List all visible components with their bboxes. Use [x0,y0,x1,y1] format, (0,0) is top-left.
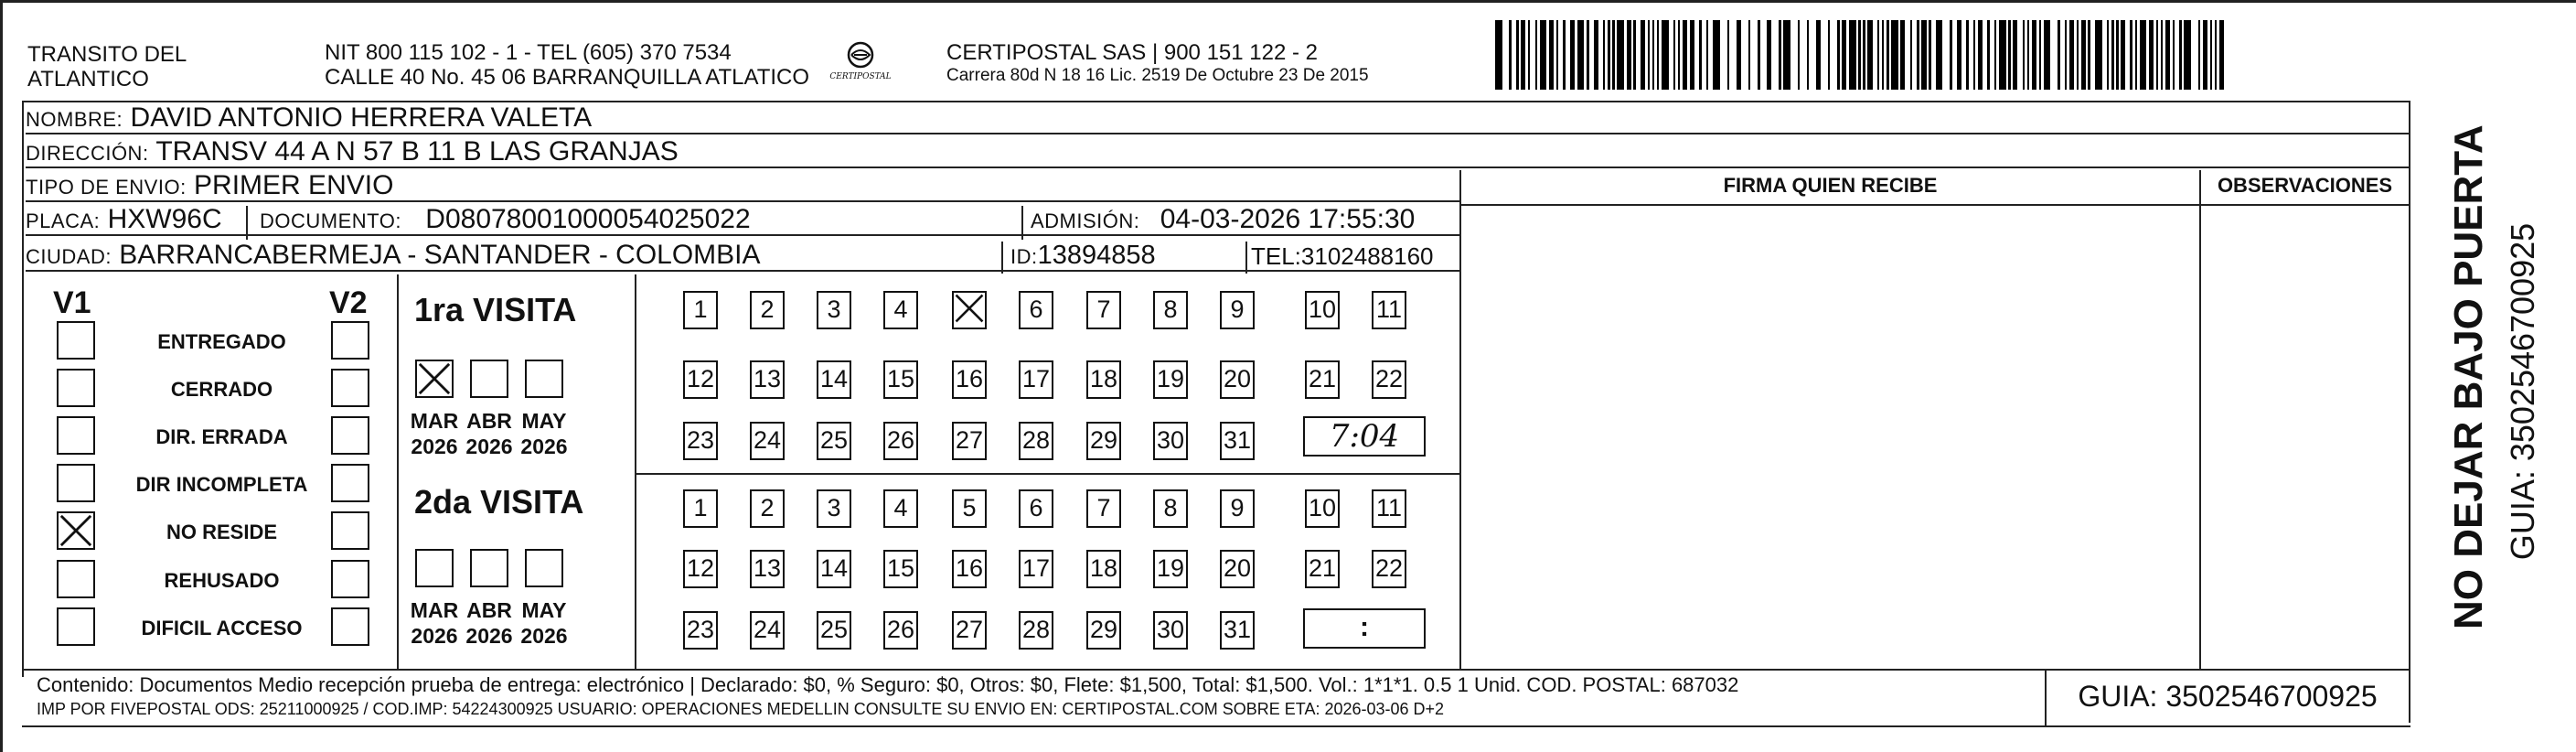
tipo-label: TIPO DE ENVIO: [26,176,187,199]
v1-checkbox[interactable] [57,607,95,646]
second-visit-day-box[interactable]: 9 [1220,489,1255,528]
second-visit-day-box[interactable]: 31 [1220,611,1255,650]
first-visit-day-box[interactable]: 2 [750,291,785,329]
second-visit-day-box[interactable]: 24 [750,611,785,650]
admision-label: ADMISIÓN: [1031,209,1140,232]
tel-value: 3102488160 [1300,242,1434,270]
status-label: REHUSADO [164,569,280,592]
license-line: Carrera 80d N 18 16 Lic. 2519 De Octubre 23 De 2015 [946,66,1369,85]
id-field [1010,241,1156,272]
second-visit-day-box[interactable]: 6 [1019,489,1053,528]
id-label: ID: [1010,245,1038,268]
v1-checkbox[interactable] [57,511,95,550]
month-name: MAY [521,598,567,622]
tipo-row [26,170,1461,202]
v2-checkbox[interactable] [331,464,369,502]
divider [1021,206,1023,240]
barcode-gap [1830,20,1837,90]
first-visit-day-box[interactable]: 3 [817,291,851,329]
documento-label: DOCUMENTO: [260,209,401,232]
second-visit-month-checkbox[interactable] [525,549,563,587]
company-line: CERTIPOSTAL SAS | 900 151 122 - 2 [946,40,1318,65]
second-visit-month-checkbox[interactable] [470,549,508,587]
nit-line: NIT 800 115 102 - 1 - TEL (605) 370 7534 [325,40,732,65]
month-name: MAR [410,598,459,622]
first-visit-day-box[interactable]: 10 [1305,291,1340,329]
divider [1245,242,1247,274]
second-visit-day-box[interactable]: 20 [1220,550,1255,588]
footer-print-line: IMP POR FIVEPOSTAL ODS: 25211000925 / COD.IMP: 54224300925 USUARIO: OPERACIONES MEDELLIN CONSULTE SU ENVIO EN: CERTIPOSTAL.COM SOBRE ETA: 2026-03-06 D+2 [37,700,1445,718]
first-visit-day-box[interactable]: 17 [1019,360,1053,399]
org-line-2: ATLANTICO [27,67,149,91]
second-visit-day-box[interactable]: 2 [750,489,785,528]
second-visit-day-box[interactable]: 19 [1153,550,1188,588]
month-year: 2026 [520,435,568,458]
first-visit-day-box[interactable]: 26 [883,422,918,460]
org-contact [325,40,809,90]
barcode-bar [2184,20,2191,90]
tel-label: TEL: [1251,242,1301,270]
status-label: DIR. ERRADA [155,425,288,448]
second-visit-day-box[interactable]: 13 [750,550,785,588]
logo-text: CERTIPOSTAL [829,72,892,81]
divider [635,274,636,669]
first-visit-day-box[interactable]: 14 [817,360,851,399]
first-visit-month-label [516,408,572,459]
first-visit-day-box[interactable]: 31 [1220,422,1255,460]
first-visit-month-checkbox[interactable] [525,360,563,398]
barcode-gap [1771,20,1779,90]
barcode-bar [1783,20,1790,90]
barcode-gap [1720,20,1727,90]
second-visit-day-box[interactable]: 5 [952,489,987,528]
status-label: DIFICIL ACCESO [141,617,303,639]
barcode-gap [2050,20,2058,90]
second-visit-day-box[interactable]: 29 [1086,611,1121,650]
second-visit-day-box[interactable]: 7 [1086,489,1121,528]
second-visit-day-box[interactable]: 21 [1305,550,1340,588]
second-visit-day-box[interactable]: 8 [1153,489,1188,528]
first-visit-day-box[interactable]: 24 [750,422,785,460]
direccion-label: DIRECCIÓN: [26,142,149,165]
certipostal-logo [829,38,892,91]
barcode-gap [1821,20,1828,90]
second-visit-day-box[interactable]: 11 [1372,489,1406,528]
first-visit-day-box[interactable]: 20 [1220,360,1255,399]
second-visit-month-label [516,597,572,649]
first-visit-day-box[interactable]: 9 [1220,291,1255,329]
barcode-bar [1849,20,1856,90]
placa-value: HXW96C [107,204,222,234]
v1-checkbox[interactable] [57,464,95,502]
v2-checkbox[interactable] [331,369,369,407]
first-visit-month-checkbox[interactable] [470,360,508,398]
barcode-gap [1760,20,1768,90]
ciudad-value: BARRANCABERMEJA - SANTANDER - COLOMBIA [119,240,761,270]
ciudad-label: CIUDAD: [26,245,112,268]
v2-checkbox[interactable] [331,321,369,360]
second-visit-day-box[interactable]: 23 [683,611,718,650]
second-visit-day-box[interactable]: 12 [683,550,718,588]
org-name [27,42,187,91]
admision-value: 04-03-2026 17:55:30 [1160,204,1416,234]
tel-field [1251,242,1434,271]
divider [22,725,2410,727]
divider [2199,170,2201,669]
barcode-bar [1540,20,1547,90]
second-visit-day-box[interactable]: 16 [952,550,987,588]
first-visit-day-box[interactable]: 11 [1372,291,1406,329]
v1-label: V1 [53,285,91,320]
first-visit-day-box[interactable]: 23 [683,422,718,460]
first-visit-day-box[interactable]: 1 [683,291,718,329]
v1-checkbox[interactable] [57,321,95,360]
barcode-gap [1741,20,1748,90]
v2-checkbox[interactable] [331,607,369,646]
v2-checkbox[interactable] [331,416,369,455]
barcode-bar [2044,20,2051,90]
first-visit-day-box[interactable]: 30 [1153,422,1188,460]
month-name: ABR [466,409,512,433]
barcode-bar [1577,20,1585,90]
month-year: 2026 [411,624,458,648]
first-visit-day-box[interactable]: 27 [952,422,987,460]
divider [2409,101,2410,723]
admision-field [1031,204,1415,236]
footer-content-line: Contenido: Documentos Medio recepción prueba de entrega: electrónico | Declarado: $0, % Seguro: $0, Otros: $0, Flete: $1,500, Total: $1,500. Vol.: 1*1*1. 0.5 1 Unid. COD. POSTAL: 687032 [37,673,1739,696]
second-visit-month-label [406,597,463,649]
divider [22,669,2410,671]
direccion-row [26,136,2409,168]
first-visit-day-box[interactable]: 12 [683,360,718,399]
first-visit-day-box[interactable]: 18 [1086,360,1121,399]
v2-label: V2 [329,285,368,320]
barcode-gap [1790,20,1798,90]
second-visit-day-box[interactable]: 25 [817,611,851,650]
first-visit-day-box[interactable]: 15 [883,360,918,399]
barcode-bar [1936,20,1943,90]
second-visit-day-box[interactable]: 30 [1153,611,1188,650]
direccion-value: TRANSV 44 A N 57 B 11 B LAS GRANJAS [155,136,679,167]
second-visit-day-box[interactable]: 17 [1019,550,1053,588]
first-visit-day-box[interactable]: 22 [1372,360,1406,399]
barcode-gap [1750,20,1758,90]
documento-value: D08078001000054025022 [425,204,751,234]
divider [22,101,24,677]
barcode-gap [1942,20,1950,90]
month-name: MAY [521,409,567,433]
barcode-gap [1809,20,1816,90]
firma-header: FIRMA QUIEN RECIBE [1723,174,1938,197]
documento-field [260,204,751,236]
nombre-value: DAVID ANTONIO HERRERA VALETA [130,102,593,133]
barcode-gap [2191,20,2198,90]
tipo-value: PRIMER ENVIO [194,170,394,200]
status-label: DIR INCOMPLETA [135,473,308,496]
nombre-label: NOMBRE: [26,108,123,131]
second-visit-day-box[interactable]: 4 [883,489,918,528]
month-year: 2026 [465,624,513,648]
nombre-row [26,102,2409,134]
first-visit-time: 7:04 [1329,418,1400,455]
first-visit-day-box[interactable]: 19 [1153,360,1188,399]
company-info [946,40,1369,87]
barcode-gap [1502,20,1510,90]
barcode-bar [2095,20,2102,90]
barcode-bar [2140,20,2147,90]
v2-checkbox[interactable] [331,560,369,598]
first-visit-day-box[interactable] [952,291,987,329]
footer-guia: GUIA: 3502546700925 [2078,680,2378,713]
observaciones-header: OBSERVACIONES [2217,174,2393,197]
divider [1459,204,2410,206]
first-visit-day-box[interactable]: 25 [817,422,851,460]
second-visit-time-box[interactable] [1303,608,1426,649]
second-visit-day-box[interactable]: 27 [952,611,987,650]
month-year: 2026 [520,624,568,648]
second-visit-day-box[interactable]: 10 [1305,489,1340,528]
first-visit-day-box[interactable]: 29 [1086,422,1121,460]
second-visit-day-box[interactable]: 22 [1372,550,1406,588]
first-visit-day-box[interactable]: 8 [1153,291,1188,329]
barcode-bar [1495,20,1502,90]
barcode-bar [1891,20,1898,90]
divider [635,473,1461,475]
first-visit-time-box[interactable] [1303,416,1426,457]
v1-checkbox[interactable] [57,416,95,455]
v1-checkbox[interactable] [57,560,95,598]
month-name: ABR [466,598,512,622]
second-visit-time: : [1360,612,1369,642]
org-line-1: TRANSITO DEL [27,42,187,67]
first-visit-month-label [461,408,518,459]
divider [246,206,248,240]
first-visit-title: 1ra VISITA [414,291,577,328]
second-visit-day-box[interactable]: 15 [883,550,918,588]
status-label: NO RESIDE [166,521,278,543]
divider [1459,170,1461,669]
side-guia-text: GUIA: 3502546700925 [2504,222,2541,561]
second-visit-month-checkbox[interactable] [415,549,454,587]
status-label: ENTREGADO [157,330,286,353]
id-value: 13894858 [1037,241,1156,270]
placa-label: PLACA: [26,209,101,232]
divider [1001,242,1003,274]
v1-checkbox[interactable] [57,369,95,407]
first-visit-month-label [406,408,463,459]
second-visit-title: 2da VISITA [414,483,584,521]
first-visit-day-box[interactable]: 28 [1019,422,1053,460]
second-visit-day-box[interactable]: 3 [817,489,851,528]
second-visit-day-box[interactable]: 28 [1019,611,1053,650]
v2-checkbox[interactable] [331,511,369,550]
first-visit-day-box[interactable]: 6 [1019,291,1053,329]
first-visit-day-box[interactable]: 16 [952,360,987,399]
status-label: CERRADO [170,378,273,401]
divider [397,274,399,669]
barcode-bar [1617,20,1624,90]
barcode-gap [2224,20,2227,90]
second-visit-day-box[interactable]: 1 [683,489,718,528]
month-year: 2026 [465,435,513,458]
barcode-bar [1713,20,1720,90]
first-visit-day-box[interactable]: 7 [1086,291,1121,329]
address-line: CALLE 40 No. 45 06 BARRANQUILLA ATLATICO [325,65,810,90]
second-visit-day-box[interactable]: 14 [817,550,851,588]
side-warning-text: NO DEJAR BAJO PUERTA [2446,124,2491,629]
first-visit-day-box[interactable]: 4 [883,291,918,329]
second-visit-month-label [461,597,518,649]
second-visit-day-box[interactable]: 18 [1086,550,1121,588]
month-name: MAR [410,409,459,433]
second-visit-day-box[interactable]: 26 [883,611,918,650]
first-visit-day-box[interactable]: 21 [1305,360,1340,399]
first-visit-day-box[interactable]: 13 [750,360,785,399]
barcode-gap [1800,20,1807,90]
barcode-bar [1999,20,2006,90]
barcode-bar [1662,20,1669,90]
first-visit-month-checkbox[interactable] [415,360,454,398]
barcode [1495,20,2227,90]
barcode-gap [1729,20,1737,90]
month-year: 2026 [411,435,458,458]
